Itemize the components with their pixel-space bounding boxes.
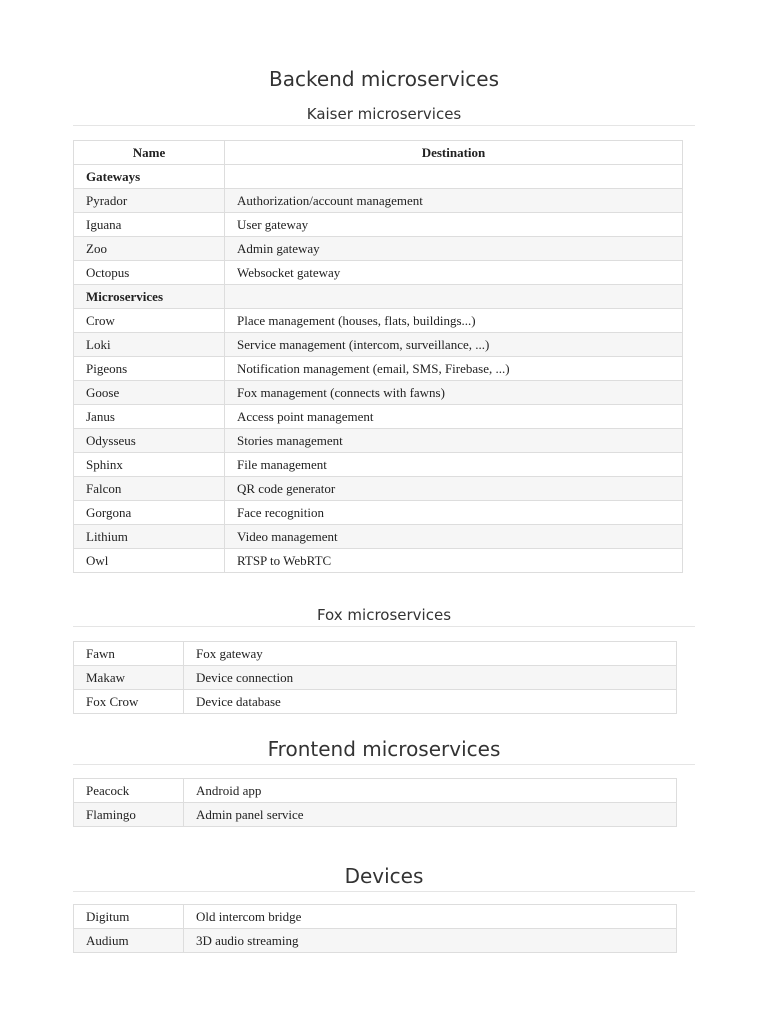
fox-subtitle: Fox microservices <box>316 606 452 624</box>
frontend-divider <box>73 764 695 765</box>
cell-destination: Android app <box>184 779 677 803</box>
cell-name: Pyrador <box>74 189 225 213</box>
cell-destination: Old intercom bridge <box>184 905 677 929</box>
cell-name: Iguana <box>74 213 225 237</box>
table-header-row <box>74 141 683 165</box>
cell-destination <box>225 165 683 189</box>
cell-name: Peacock <box>74 779 184 803</box>
table-row <box>74 453 683 477</box>
kaiser-table-body <box>74 165 683 573</box>
cell-name: Pigeons <box>74 357 225 381</box>
cell-destination: Notification management (email, SMS, Firebase, ...) <box>225 357 683 381</box>
cell-name: Lithium <box>74 525 225 549</box>
cell-destination: Place management (houses, flats, buildings...) <box>225 309 683 333</box>
frontend-table-body <box>74 779 677 827</box>
cell-name: Digitum <box>74 905 184 929</box>
cell-name: Audium <box>74 929 184 953</box>
cell-destination: Video management <box>225 525 683 549</box>
cell-destination: Device connection <box>184 666 677 690</box>
table-row <box>74 525 683 549</box>
cell-name: Owl <box>74 549 225 573</box>
cell-name: Gorgona <box>74 501 225 525</box>
cell-destination: 3D audio streaming <box>184 929 677 953</box>
cell-name: Odysseus <box>74 429 225 453</box>
cell-name: Janus <box>74 405 225 429</box>
cell-name: Octopus <box>74 261 225 285</box>
devices-title: Devices <box>344 864 424 888</box>
cell-name: Fox Crow <box>74 690 184 714</box>
cell-destination: Face recognition <box>225 501 683 525</box>
table-row <box>74 405 683 429</box>
cell-name: Makaw <box>74 666 184 690</box>
table-row <box>74 429 683 453</box>
cell-destination: RTSP to WebRTC <box>225 549 683 573</box>
cell-destination: Admin panel service <box>184 803 677 827</box>
table-row <box>74 690 677 714</box>
fox-table <box>73 641 677 714</box>
cell-destination: Fox management (connects with fawns) <box>225 381 683 405</box>
table-row <box>74 803 677 827</box>
cell-destination: Service management (intercom, surveillance, ...) <box>225 333 683 357</box>
table-row <box>74 357 683 381</box>
cell-destination <box>225 285 683 309</box>
cell-name: Goose <box>74 381 225 405</box>
table-row <box>74 381 683 405</box>
column-header-name: Name <box>74 141 225 165</box>
fox-table-body <box>74 642 677 714</box>
cell-destination: User gateway <box>225 213 683 237</box>
cell-name: Loki <box>74 333 225 357</box>
table-row <box>74 501 683 525</box>
cell-name: Crow <box>74 309 225 333</box>
cell-destination: Fox gateway <box>184 642 677 666</box>
section-row <box>74 285 683 309</box>
table-row <box>74 666 677 690</box>
backend-title: Backend microservices <box>269 67 499 91</box>
cell-destination: Stories management <box>225 429 683 453</box>
cell-destination: Authorization/account management <box>225 189 683 213</box>
cell-destination: Admin gateway <box>225 237 683 261</box>
cell-destination: Access point management <box>225 405 683 429</box>
cell-destination: Websocket gateway <box>225 261 683 285</box>
table-row <box>74 333 683 357</box>
kaiser-table <box>73 140 683 573</box>
devices-divider <box>73 891 695 892</box>
table-row <box>74 189 683 213</box>
kaiser-subtitle: Kaiser microservices <box>306 105 462 123</box>
section-row <box>74 165 683 189</box>
frontend-title: Frontend microservices <box>267 737 501 761</box>
table-row <box>74 237 683 261</box>
cell-name: Flamingo <box>74 803 184 827</box>
cell-destination: QR code generator <box>225 477 683 501</box>
fox-divider <box>73 626 695 627</box>
cell-name: Sphinx <box>74 453 225 477</box>
table-row <box>74 549 683 573</box>
cell-name: Falcon <box>74 477 225 501</box>
cell-destination: Device database <box>184 690 677 714</box>
devices-table <box>73 904 677 953</box>
kaiser-divider <box>73 125 695 126</box>
column-header-destination: Destination <box>225 141 683 165</box>
cell-name: Fawn <box>74 642 184 666</box>
cell-name: Zoo <box>74 237 225 261</box>
table-row <box>74 477 683 501</box>
table-row <box>74 905 677 929</box>
frontend-table <box>73 778 677 827</box>
cell-destination: File management <box>225 453 683 477</box>
section-label: Gateways <box>74 165 225 189</box>
table-row <box>74 213 683 237</box>
table-row <box>74 309 683 333</box>
table-row <box>74 642 677 666</box>
table-row <box>74 261 683 285</box>
table-row <box>74 779 677 803</box>
devices-table-body <box>74 905 677 953</box>
section-label: Microservices <box>74 285 225 309</box>
table-row <box>74 929 677 953</box>
